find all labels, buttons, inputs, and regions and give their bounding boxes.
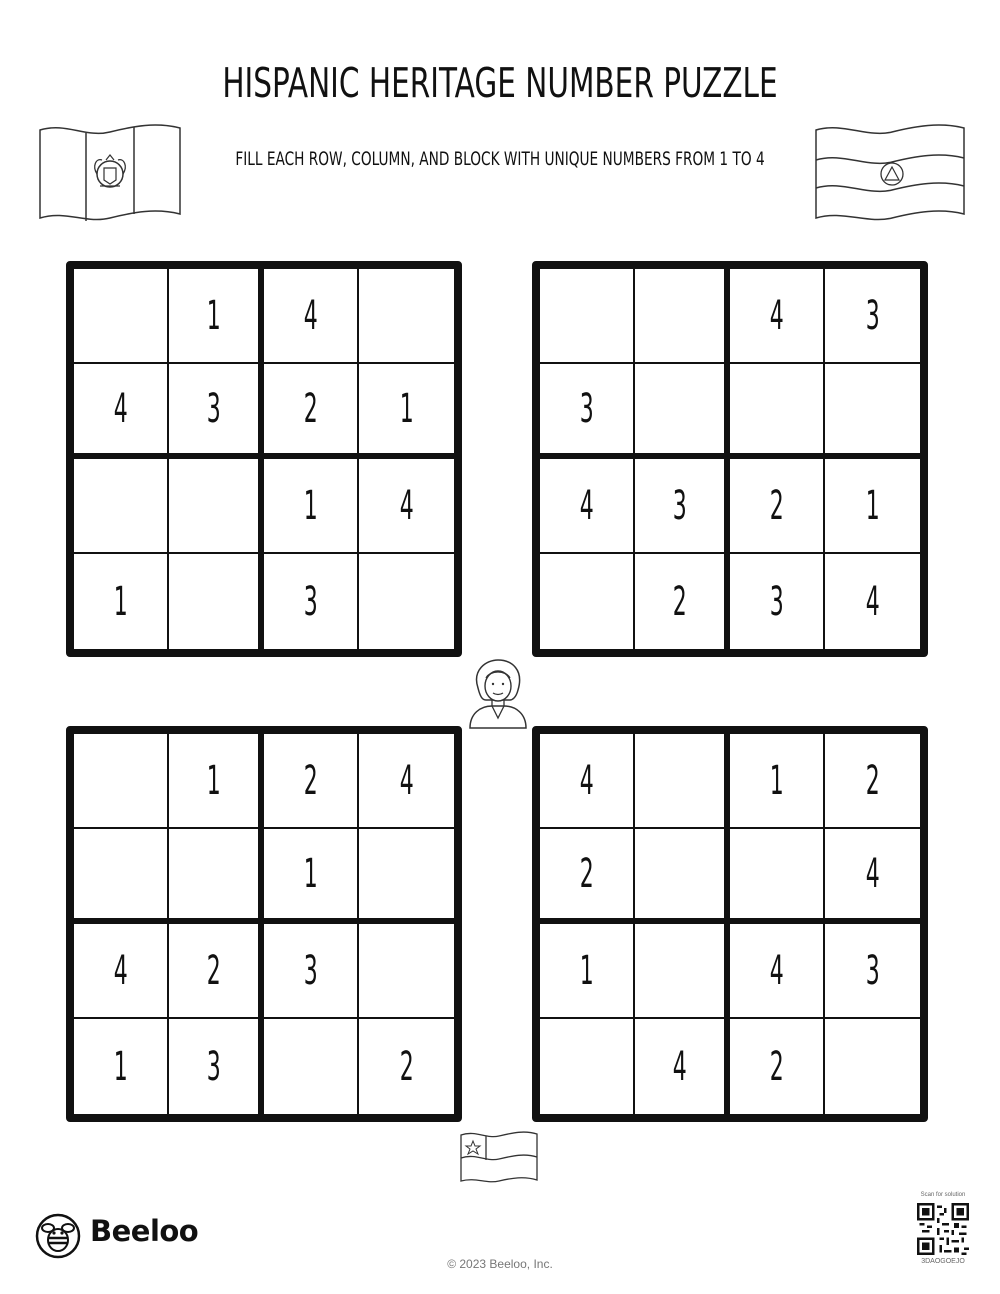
cell-number: 2	[399, 1043, 414, 1090]
puzzle-bottom-right	[532, 726, 928, 1122]
puzzle-cell[interactable]	[825, 829, 920, 924]
puzzle-cell[interactable]	[540, 459, 635, 554]
puzzle-cell[interactable]	[359, 1019, 454, 1114]
cell-number: 3	[303, 947, 318, 994]
puzzle-cell[interactable]	[730, 924, 825, 1019]
puzzle-cell[interactable]	[169, 269, 264, 364]
cell-number: 4	[399, 757, 414, 804]
puzzle-cell[interactable]	[169, 459, 264, 554]
puzzle-cell[interactable]	[635, 554, 730, 649]
cell-number: 1	[303, 482, 318, 529]
puzzle-cell[interactable]	[359, 829, 454, 924]
cell-number: 4	[769, 947, 784, 994]
page-title: HISPANIC HERITAGE NUMBER PUZZLE	[222, 59, 778, 107]
puzzle-cell[interactable]	[169, 734, 264, 829]
qr-label: Scan for solution	[920, 1192, 966, 1198]
puzzle-cell[interactable]	[74, 459, 169, 554]
puzzle-cell[interactable]	[74, 1019, 169, 1114]
puzzle-cell[interactable]	[730, 554, 825, 649]
puzzle-cell[interactable]	[825, 269, 920, 364]
cell-number: 4	[113, 385, 128, 432]
puzzle-cell[interactable]	[825, 554, 920, 649]
puzzle-top-right	[532, 261, 928, 657]
cell-number: 3	[579, 385, 594, 432]
puzzle-cell[interactable]	[540, 554, 635, 649]
cell-number: 4	[303, 292, 318, 339]
puzzle-bottom-left	[66, 726, 462, 1122]
puzzle-cell[interactable]	[74, 554, 169, 649]
copyright: © 2023 Beeloo, Inc.	[447, 1257, 553, 1271]
puzzle-cell[interactable]	[74, 364, 169, 459]
puzzle-cell[interactable]	[635, 924, 730, 1019]
bee-logo-icon	[34, 1212, 82, 1260]
puzzle-cell[interactable]	[540, 364, 635, 459]
puzzle-cell[interactable]	[169, 924, 264, 1019]
cell-number: 4	[579, 482, 594, 529]
cell-number: 2	[865, 757, 880, 804]
cell-number: 4	[113, 947, 128, 994]
puzzle-cell[interactable]	[359, 364, 454, 459]
puzzle-cell[interactable]	[264, 459, 359, 554]
cell-number: 3	[303, 578, 318, 625]
cell-number: 2	[303, 385, 318, 432]
chile-flag-icon	[458, 1130, 540, 1186]
nicaragua-flag-icon	[812, 122, 968, 226]
cell-number: 1	[865, 482, 880, 529]
puzzle-cell[interactable]	[264, 924, 359, 1019]
brand-name: Beeloo	[90, 1214, 199, 1248]
puzzle-cell[interactable]	[730, 734, 825, 829]
page-subtitle: FILL EACH ROW, COLUMN, AND BLOCK WITH UNIQUE NUMBERS FROM 1 TO 4	[235, 148, 765, 170]
puzzle-cell[interactable]	[825, 364, 920, 459]
puzzle-cell[interactable]	[635, 269, 730, 364]
cell-number: 3	[206, 1043, 221, 1090]
puzzle-cell[interactable]	[264, 1019, 359, 1114]
cell-number: 4	[769, 292, 784, 339]
cell-number: 1	[113, 1043, 128, 1090]
cell-number: 4	[672, 1043, 687, 1090]
puzzle-cell[interactable]	[635, 459, 730, 554]
puzzle-cell[interactable]	[359, 924, 454, 1019]
puzzle-cell[interactable]	[730, 829, 825, 924]
puzzle-cell[interactable]	[825, 924, 920, 1019]
puzzle-cell[interactable]	[825, 459, 920, 554]
puzzle-cell[interactable]	[730, 1019, 825, 1114]
puzzle-top-left	[66, 261, 462, 657]
puzzle-cell[interactable]	[264, 829, 359, 924]
puzzle-cell[interactable]	[730, 459, 825, 554]
puzzle-cell[interactable]	[635, 1019, 730, 1114]
cell-number: 4	[399, 482, 414, 529]
cell-number: 2	[579, 850, 594, 897]
cell-number: 1	[399, 385, 414, 432]
cell-number: 1	[303, 850, 318, 897]
cell-number: 2	[206, 947, 221, 994]
cell-number: 3	[672, 482, 687, 529]
woman-portrait-icon	[462, 656, 534, 730]
cell-number: 3	[865, 292, 880, 339]
puzzle-cell[interactable]	[359, 554, 454, 649]
puzzle-cell[interactable]	[359, 734, 454, 829]
puzzle-cell[interactable]	[635, 829, 730, 924]
puzzle-cell[interactable]	[74, 269, 169, 364]
cell-number: 3	[206, 385, 221, 432]
cell-number: 3	[865, 947, 880, 994]
cell-number: 4	[865, 578, 880, 625]
puzzle-cell[interactable]	[74, 829, 169, 924]
puzzle-cell[interactable]	[635, 734, 730, 829]
puzzle-cell[interactable]	[264, 269, 359, 364]
puzzle-cell[interactable]	[540, 924, 635, 1019]
puzzle-cell[interactable]	[74, 734, 169, 829]
puzzle-cell[interactable]	[730, 269, 825, 364]
puzzle-cell[interactable]	[74, 924, 169, 1019]
puzzle-cell[interactable]	[540, 1019, 635, 1114]
cell-number: 1	[206, 292, 221, 339]
puzzle-cell[interactable]	[540, 269, 635, 364]
cell-number: 1	[113, 578, 128, 625]
puzzle-cell[interactable]	[540, 734, 635, 829]
puzzle-cell[interactable]	[359, 269, 454, 364]
solution-qr-code[interactable]	[917, 1203, 969, 1255]
cell-number: 2	[303, 757, 318, 804]
puzzle-cell[interactable]	[540, 829, 635, 924]
cell-number: 2	[769, 482, 784, 529]
cell-number: 1	[206, 757, 221, 804]
puzzle-cell[interactable]	[169, 1019, 264, 1114]
puzzle-cell[interactable]	[825, 734, 920, 829]
cell-number: 4	[865, 850, 880, 897]
cell-number: 1	[579, 947, 594, 994]
puzzle-cell[interactable]	[264, 364, 359, 459]
cell-number: 4	[579, 757, 594, 804]
puzzle-cell[interactable]	[169, 554, 264, 649]
cell-number: 2	[672, 578, 687, 625]
peru-flag-icon	[36, 122, 184, 226]
puzzle-cell[interactable]	[169, 829, 264, 924]
puzzle-cell[interactable]	[264, 554, 359, 649]
puzzle-cell[interactable]	[635, 364, 730, 459]
cell-number: 2	[769, 1043, 784, 1090]
puzzle-cell[interactable]	[359, 459, 454, 554]
cell-number: 1	[769, 757, 784, 804]
qr-code-text: 3DAOGOEJO	[921, 1258, 965, 1265]
puzzle-cell[interactable]	[264, 734, 359, 829]
cell-number: 3	[769, 578, 784, 625]
puzzle-cell[interactable]	[169, 364, 264, 459]
puzzle-cell[interactable]	[730, 364, 825, 459]
puzzle-cell[interactable]	[825, 1019, 920, 1114]
